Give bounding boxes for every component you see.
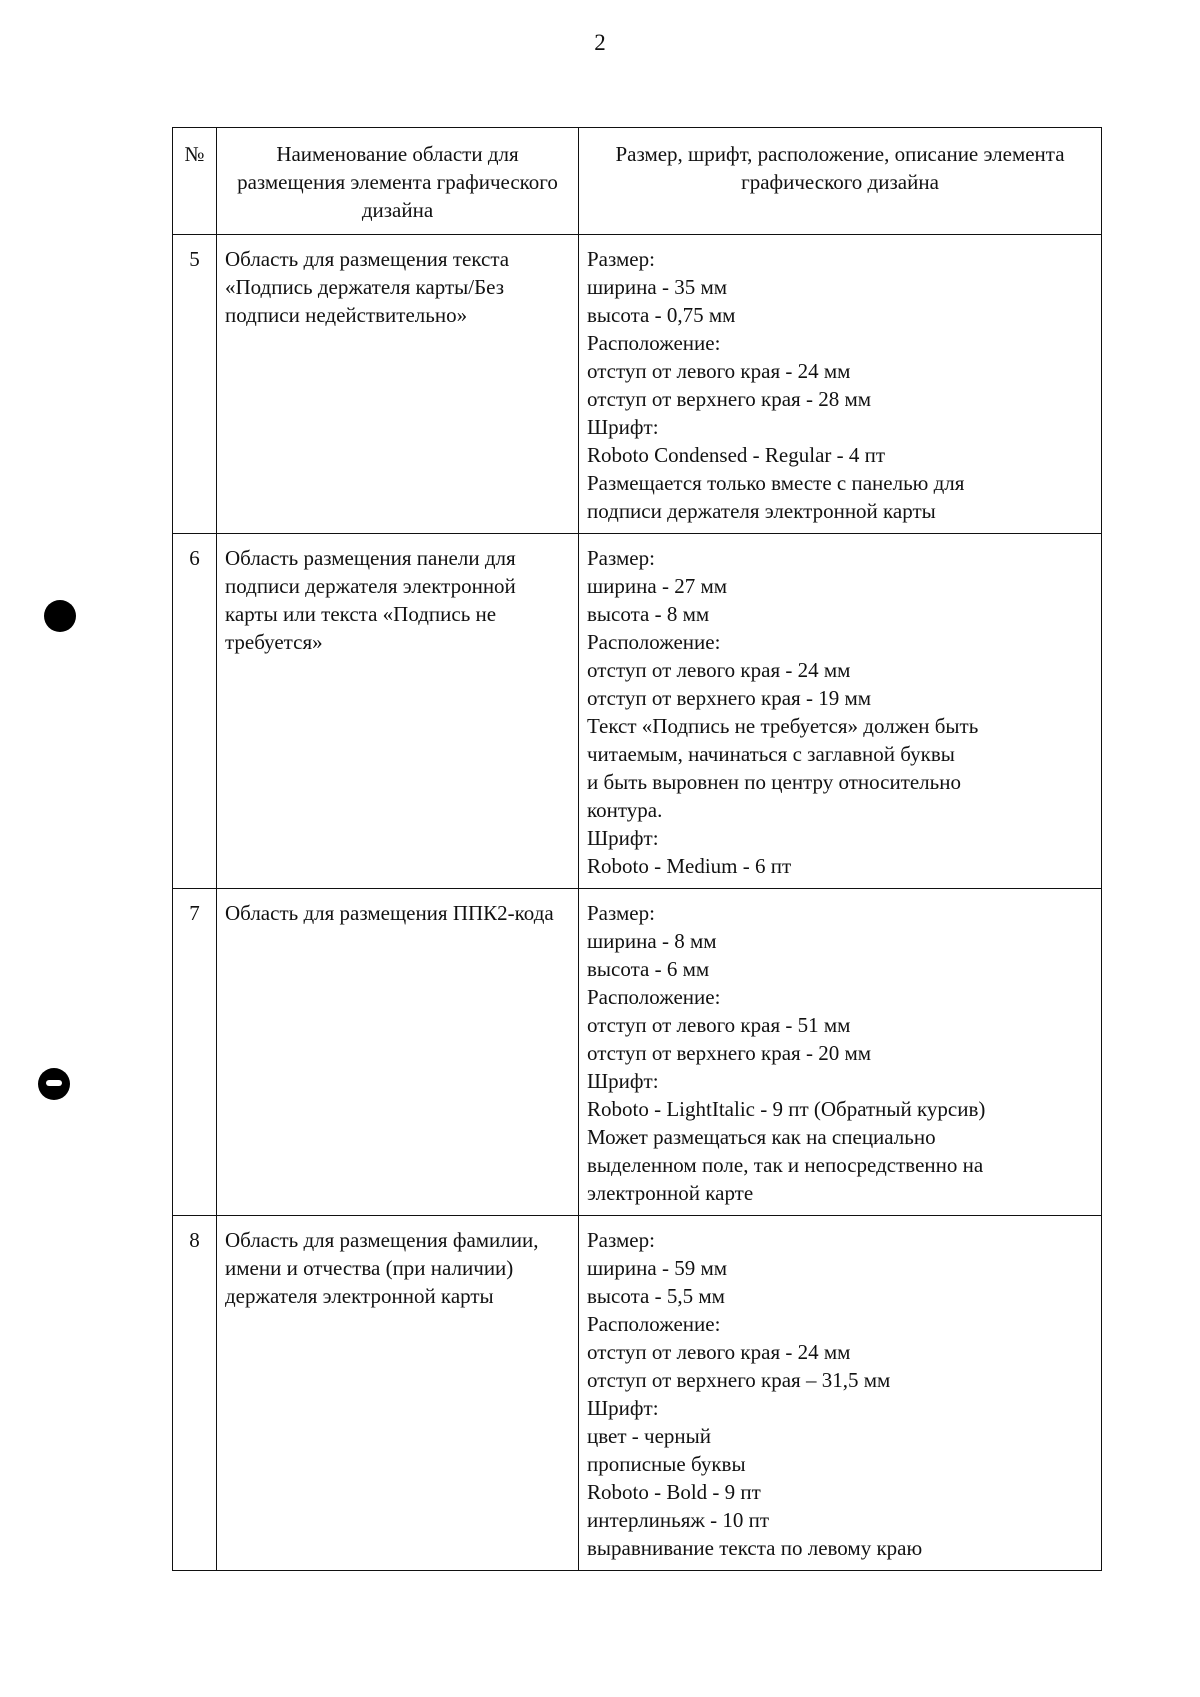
description-line: отступ от левого края - 51 мм bbox=[587, 1013, 851, 1037]
design-elements-table bbox=[172, 127, 1102, 1571]
description-line: высота - 0,75 мм bbox=[587, 303, 736, 327]
description-line: Шрифт: bbox=[587, 1069, 659, 1093]
description-line: ширина - 8 мм bbox=[587, 929, 717, 953]
description-line: Расположение: bbox=[587, 985, 721, 1009]
description-line: Расположение: bbox=[587, 630, 721, 654]
row-number: 7 bbox=[173, 889, 217, 1216]
description-line: Размер: bbox=[587, 546, 655, 570]
description-line: Шрифт: bbox=[587, 415, 659, 439]
table-row bbox=[173, 889, 1102, 1216]
description-line: отступ от левого края - 24 мм bbox=[587, 658, 851, 682]
row-number: 6 bbox=[173, 534, 217, 889]
description-line: высота - 8 мм bbox=[587, 602, 710, 626]
description-line: Roboto - Medium - 6 пт bbox=[587, 854, 792, 878]
description-line: ширина - 59 мм bbox=[587, 1256, 728, 1280]
area-name: Область размещения панели для подписи держателя электронной карты или текста «Подпись не требуется» bbox=[217, 534, 579, 889]
description-line: Шрифт: bbox=[587, 826, 659, 850]
description-line: контура. bbox=[587, 798, 663, 822]
description-line: ширина - 35 мм bbox=[587, 275, 728, 299]
punch-hole-mark bbox=[44, 600, 76, 632]
header-number: № bbox=[173, 128, 217, 235]
table-row bbox=[173, 534, 1102, 889]
description-line: цвет - черный bbox=[587, 1424, 711, 1448]
description-line: выравнивание текста по левому краю bbox=[587, 1536, 923, 1560]
description-line: выделенном поле, так и непосредственно на bbox=[587, 1153, 984, 1177]
area-name: Область для размещения ППК2-кода bbox=[217, 889, 579, 1216]
table-row bbox=[173, 1216, 1102, 1571]
row-number: 5 bbox=[173, 235, 217, 534]
description-line: отступ от верхнего края - 28 мм bbox=[587, 387, 872, 411]
header-description: Размер, шрифт, расположение, описание элемента графического дизайна bbox=[579, 128, 1102, 235]
area-description bbox=[579, 235, 1102, 534]
description-line: Расположение: bbox=[587, 331, 721, 355]
table-header-row bbox=[173, 128, 1102, 235]
header-area-name: Наименование области для размещения элемента графического дизайна bbox=[217, 128, 579, 235]
description-line: Расположение: bbox=[587, 1312, 721, 1336]
area-name: Область для размещения фамилии, имени и отчества (при наличии) держателя электронной карты bbox=[217, 1216, 579, 1571]
area-description bbox=[579, 534, 1102, 889]
page-number: 2 bbox=[594, 30, 606, 55]
description-line: ширина - 27 мм bbox=[587, 574, 728, 598]
description-line: отступ от верхнего края - 20 мм bbox=[587, 1041, 872, 1065]
table-row bbox=[173, 235, 1102, 534]
description-line: высота - 5,5 мм bbox=[587, 1284, 725, 1308]
description-line: Размер: bbox=[587, 901, 655, 925]
description-line: Текст «Подпись не требуется» должен быть bbox=[587, 714, 979, 738]
area-description bbox=[579, 1216, 1102, 1571]
description-line: читаемым, начинаться с заглавной буквы bbox=[587, 742, 955, 766]
description-line: подписи держателя электронной карты bbox=[587, 499, 936, 523]
row-number: 8 bbox=[173, 1216, 217, 1571]
punch-hole-mark bbox=[38, 1068, 70, 1100]
description-line: Roboto - Bold - 9 пт bbox=[587, 1480, 761, 1504]
description-line: электронной карте bbox=[587, 1181, 754, 1205]
description-line: отступ от левого края - 24 мм bbox=[587, 1340, 851, 1364]
description-line: прописные буквы bbox=[587, 1452, 746, 1476]
description-line: отступ от верхнего края - 19 мм bbox=[587, 686, 872, 710]
area-description bbox=[579, 889, 1102, 1216]
description-line: и быть выровнен по центру относительно bbox=[587, 770, 961, 794]
description-line: отступ от верхнего края – 31,5 мм bbox=[587, 1368, 891, 1392]
description-line: Может размещаться как на специально bbox=[587, 1125, 936, 1149]
description-line: Размер: bbox=[587, 247, 655, 271]
description-line: Roboto - LightItalic - 9 пт (Обратный курсив) bbox=[587, 1097, 986, 1121]
description-line: Размещается только вместе с панелью для bbox=[587, 471, 965, 495]
description-line: интерлиньяж - 10 пт bbox=[587, 1508, 770, 1532]
description-line: Размер: bbox=[587, 1228, 655, 1252]
description-line: высота - 6 мм bbox=[587, 957, 710, 981]
description-line: отступ от левого края - 24 мм bbox=[587, 359, 851, 383]
area-name: Область для размещения текста «Подпись держателя карты/Без подписи недействительно» bbox=[217, 235, 579, 534]
description-line: Шрифт: bbox=[587, 1396, 659, 1420]
description-line: Roboto Condensed - Regular - 4 пт bbox=[587, 443, 886, 467]
